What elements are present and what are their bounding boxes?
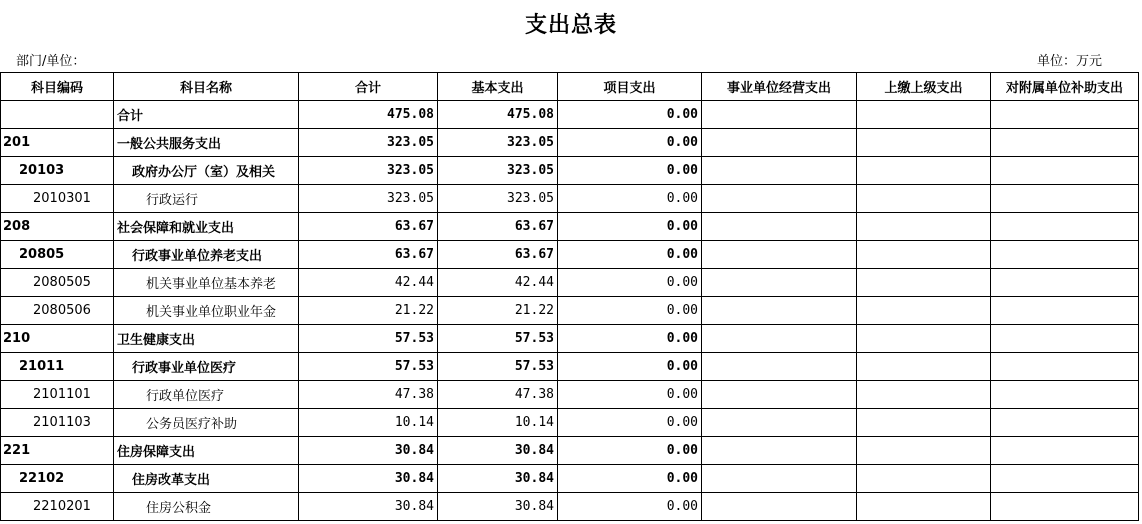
row-project: 0.00: [558, 465, 702, 493]
row-code: 20805: [1, 241, 114, 269]
row-remit: [857, 325, 991, 353]
row-name: 住房公积金: [114, 493, 299, 521]
row-code: 2010301: [1, 185, 114, 213]
row-project: 0.00: [558, 129, 702, 157]
row-subsidy: [991, 325, 1139, 353]
row-remit: [857, 493, 991, 521]
row-basic: 42.44: [438, 269, 558, 297]
table-row: [1, 297, 1139, 325]
row-business: [702, 465, 857, 493]
header-subsidy: 对附属单位补助支出: [991, 73, 1139, 101]
row-total: 323.05: [299, 157, 438, 185]
row-name: 合计: [114, 101, 299, 129]
table-row: [1, 185, 1139, 213]
row-basic: 57.53: [438, 353, 558, 381]
row-basic: 323.05: [438, 157, 558, 185]
row-business: [702, 325, 857, 353]
row-total: 57.53: [299, 353, 438, 381]
row-code: 22102: [1, 465, 114, 493]
row-basic: 63.67: [438, 241, 558, 269]
table-row: [1, 213, 1139, 241]
row-subsidy: [991, 241, 1139, 269]
row-subsidy: [991, 185, 1139, 213]
row-remit: [857, 409, 991, 437]
row-remit: [857, 381, 991, 409]
row-code: 2080506: [1, 297, 114, 325]
row-remit: [857, 269, 991, 297]
row-name: 机关事业单位基本养老: [114, 269, 299, 297]
row-total: 323.05: [299, 129, 438, 157]
row-code: 21011: [1, 353, 114, 381]
row-subsidy: [991, 297, 1139, 325]
row-project: 0.00: [558, 185, 702, 213]
row-basic: 323.05: [438, 185, 558, 213]
row-remit: [857, 297, 991, 325]
table-row: [1, 101, 1139, 129]
row-business: [702, 101, 857, 129]
row-business: [702, 493, 857, 521]
row-subsidy: [991, 493, 1139, 521]
table-row: [1, 241, 1139, 269]
row-subsidy: [991, 129, 1139, 157]
row-basic: 63.67: [438, 213, 558, 241]
row-business: [702, 129, 857, 157]
row-total: 21.22: [299, 297, 438, 325]
row-basic: 57.53: [438, 325, 558, 353]
row-business: [702, 437, 857, 465]
table-row: [1, 437, 1139, 465]
row-business: [702, 381, 857, 409]
row-business: [702, 269, 857, 297]
table-row: [1, 493, 1139, 521]
row-business: [702, 157, 857, 185]
header-business: 事业单位经营支出: [702, 73, 857, 101]
row-total: 10.14: [299, 409, 438, 437]
row-total: 57.53: [299, 325, 438, 353]
row-code: 210: [1, 325, 114, 353]
row-basic: 323.05: [438, 129, 558, 157]
row-code: 208: [1, 213, 114, 241]
row-code: 20103: [1, 157, 114, 185]
row-name: 行政单位医疗: [114, 381, 299, 409]
row-project: 0.00: [558, 437, 702, 465]
row-basic: 30.84: [438, 437, 558, 465]
row-business: [702, 297, 857, 325]
row-subsidy: [991, 409, 1139, 437]
row-name: 社会保障和就业支出: [114, 213, 299, 241]
row-total: 63.67: [299, 213, 438, 241]
department-label: 部门/单位：: [16, 54, 86, 69]
row-project: 0.00: [558, 269, 702, 297]
header-basic: 基本支出: [438, 73, 558, 101]
row-project: 0.00: [558, 157, 702, 185]
row-name: 机关事业单位职业年金: [114, 297, 299, 325]
row-basic: 10.14: [438, 409, 558, 437]
table-row: [1, 381, 1139, 409]
page-title: 支出总表: [524, 13, 617, 38]
row-name: 行政运行: [114, 185, 299, 213]
row-business: [702, 409, 857, 437]
row-code: 2210201: [1, 493, 114, 521]
table-body: [1, 101, 1139, 521]
row-project: 0.00: [558, 297, 702, 325]
row-business: [702, 185, 857, 213]
row-project: 0.00: [558, 213, 702, 241]
table-row: [1, 409, 1139, 437]
table-row: [1, 269, 1139, 297]
row-remit: [857, 101, 991, 129]
row-remit: [857, 213, 991, 241]
row-business: [702, 241, 857, 269]
row-code: 221: [1, 437, 114, 465]
unit-label: 单位：万元: [1036, 54, 1102, 69]
expenditure-table: [0, 72, 1139, 521]
row-subsidy: [991, 157, 1139, 185]
row-name: 卫生健康支出: [114, 325, 299, 353]
row-code: 2101103: [1, 409, 114, 437]
table-row: [1, 325, 1139, 353]
row-remit: [857, 437, 991, 465]
row-total: 30.84: [299, 493, 438, 521]
row-remit: [857, 157, 991, 185]
header-total: 合计: [299, 73, 438, 101]
row-total: 475.08: [299, 101, 438, 129]
row-subsidy: [991, 213, 1139, 241]
row-basic: 30.84: [438, 465, 558, 493]
table-row: [1, 465, 1139, 493]
row-project: 0.00: [558, 409, 702, 437]
row-total: 323.05: [299, 185, 438, 213]
row-basic: 47.38: [438, 381, 558, 409]
row-code: 2101101: [1, 381, 114, 409]
row-code: [1, 101, 114, 129]
row-project: 0.00: [558, 101, 702, 129]
row-total: 63.67: [299, 241, 438, 269]
header-row: [1, 73, 1139, 101]
row-remit: [857, 241, 991, 269]
header-project: 项目支出: [558, 73, 702, 101]
row-project: 0.00: [558, 381, 702, 409]
row-remit: [857, 465, 991, 493]
header-name: 科目名称: [114, 73, 299, 101]
table-row: [1, 353, 1139, 381]
row-project: 0.00: [558, 241, 702, 269]
row-project: 0.00: [558, 493, 702, 521]
table-row: [1, 157, 1139, 185]
row-basic: 475.08: [438, 101, 558, 129]
row-subsidy: [991, 465, 1139, 493]
header-remit: 上缴上级支出: [857, 73, 991, 101]
row-basic: 21.22: [438, 297, 558, 325]
row-code: 2080505: [1, 269, 114, 297]
row-name: 行政事业单位医疗: [114, 353, 299, 381]
row-business: [702, 213, 857, 241]
row-total: 30.84: [299, 437, 438, 465]
row-total: 42.44: [299, 269, 438, 297]
row-name: 行政事业单位养老支出: [114, 241, 299, 269]
row-name: 政府办公厅（室）及相关: [114, 157, 299, 185]
row-business: [702, 353, 857, 381]
row-subsidy: [991, 353, 1139, 381]
table-row: [1, 129, 1139, 157]
row-name: 公务员医疗补助: [114, 409, 299, 437]
row-subsidy: [991, 269, 1139, 297]
row-name: 住房保障支出: [114, 437, 299, 465]
row-total: 47.38: [299, 381, 438, 409]
row-name: 住房改革支出: [114, 465, 299, 493]
row-remit: [857, 353, 991, 381]
row-subsidy: [991, 381, 1139, 409]
row-basic: 30.84: [438, 493, 558, 521]
row-subsidy: [991, 101, 1139, 129]
row-name: 一般公共服务支出: [114, 129, 299, 157]
row-remit: [857, 129, 991, 157]
row-total: 30.84: [299, 465, 438, 493]
header-code: 科目编码: [1, 73, 114, 101]
row-project: 0.00: [558, 325, 702, 353]
row-remit: [857, 185, 991, 213]
row-subsidy: [991, 437, 1139, 465]
row-code: 201: [1, 129, 114, 157]
row-project: 0.00: [558, 353, 702, 381]
